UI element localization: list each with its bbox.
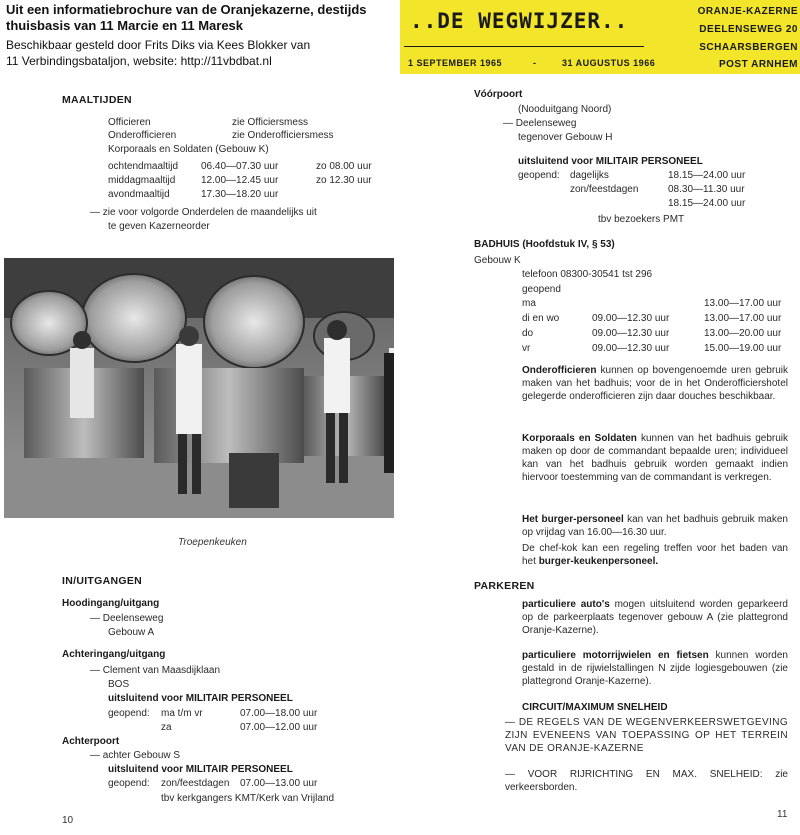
parkeren-paragraph-autos <box>522 598 788 637</box>
meal-sunday-time: zo 12.30 uur <box>316 175 372 186</box>
voorpoort-line-2: — Deelenseweg <box>503 118 577 129</box>
achteringang-open-label: geopend: <box>108 708 150 719</box>
circuit-rule-2: — VOOR RIJRICHTING EN MAX. SNELHEID: zie verkeersborden. <box>505 769 788 793</box>
badhuis-day: vr <box>522 343 531 354</box>
voorpoort-tbv: tbv bezoekers PMT <box>598 214 685 225</box>
kitchen-photo-illustration <box>4 258 394 518</box>
banner-date-end: 31 AUGUSTUS 1966 <box>562 58 656 68</box>
achteringang-open-time: 07.00—18.00 uur <box>240 708 318 719</box>
badhuis-pm: 13.00—20.00 uur <box>704 328 782 339</box>
parkeren-p1-rest: mogen uitsluitend worden geparkeerd op de parkeerplaats tegenover gebouw A (zie plattegrond Oranje-Kazerne). <box>522 599 788 636</box>
maaltijden-note-1: — zie voor volgorde Onderdelen de maandelijks uit <box>90 207 317 218</box>
badhuis-p1-rest: kunnen op bovengenoemde uren gebruik maken van het badhuis; voor de in het Onderofficiershotel gelegerde onderofficieren zijn daar douches beschikbaar. <box>522 365 788 402</box>
badhuis-paragraph-chef <box>522 542 788 568</box>
achterpoort-open-label: geopend: <box>108 778 150 789</box>
voorpoort-line-3: tegenover Gebouw H <box>518 132 613 143</box>
badhuis-day: do <box>522 328 534 339</box>
parkeren-p1-bold: particuliere auto's <box>522 599 610 610</box>
badhuis-pm: 13.00—17.00 uur <box>704 298 782 309</box>
hoofdingang-line-1: — Deelenseweg <box>90 613 164 624</box>
voorpoort-open-day-2: zon/feestdagen <box>570 184 639 195</box>
parkeren-p2-bold: particuliere motorrijwielen en fietsen <box>522 650 709 661</box>
badhuis-p2-rest: kunnen van het badhuis gebruik maken op door de commandant bepaalde uren; individueel kan van het badhuis gebruik worden gemaakt indien hiervoor toestemming van de commandant is verkregen. <box>522 433 788 483</box>
achterpoort-line-4: tbv kerkgangers KMT/Kerk van Vrijland <box>161 793 335 804</box>
badhuis-heading: BADHUIS (Hoofdstuk IV, § 53) <box>474 239 615 250</box>
badhuis-day: di en wo <box>522 313 560 324</box>
voorpoort-line-1: (Nooduitgang Noord) <box>518 104 612 115</box>
maaltijden-row-officieren-ref: zie Officiersmess <box>232 117 308 128</box>
voorpoort-open-time: 18.15—24.00 uur <box>668 170 746 181</box>
badhuis-p3-bold: Het burger-personeel <box>522 514 624 525</box>
badhuis-pm: 13.00—17.00 uur <box>704 313 782 324</box>
maaltijden-row-officieren: Officieren <box>108 117 151 128</box>
meal-name: middagmaaltijd <box>108 175 176 186</box>
maaltijden-note-2: te geven Kazerneorder <box>108 221 210 232</box>
badhuis-p2-bold: Korporaals en Soldaten <box>522 433 637 444</box>
maaltijden-row-onderofficieren-ref: zie Onderofficiersmess <box>232 130 334 141</box>
circuit-heading: CIRCUIT/MAXIMUM SNELHEID <box>522 702 668 713</box>
badhuis-day: ma <box>522 298 536 309</box>
kitchen-photo <box>4 258 394 518</box>
achteringang-open-day-2: za <box>161 722 172 733</box>
achterpoort-heading: Achterpoort <box>62 736 120 747</box>
hoofdingang-heading: Hoodingang/uitgang <box>62 598 160 609</box>
badhuis-p3b: De chef-kok kan een regeling treffen voor het baden van het <box>522 543 788 567</box>
maaltijden-heading: MAALTIJDEN <box>62 94 132 106</box>
banner-address-1: ORANJE-KAZERNE <box>697 6 798 17</box>
badhuis-am: 09.00—12.30 uur <box>592 313 670 324</box>
achterpoort-open-time: 07.00—13.00 uur <box>240 778 318 789</box>
badhuis-pm: 15.00—19.00 uur <box>704 343 782 354</box>
meal-name: avondmaaltijd <box>108 189 170 200</box>
maaltijden-row-onderofficieren: Onderofficieren <box>108 130 177 141</box>
banner-address-2: DEELENSEWEG 20 <box>699 24 798 35</box>
circuit-rule-1: — DE REGELS VAN DE WEGENVERKEERSWETGEVING ZIJN EVENEENS VAN TOEPASSING OP HET TERREIN VAN DE ORANJE-KAZERNE <box>505 717 788 754</box>
banner-divider <box>404 46 644 47</box>
achteringang-line-1: — Clement van Maasdijklaan <box>90 665 221 676</box>
badhuis-geopend: geopend <box>522 284 561 295</box>
header-title-line1: Uit een informatiebrochure van de Oranjekazerne, destijds <box>6 2 367 17</box>
inuitgangen-heading: IN/UITGANGEN <box>62 575 143 587</box>
badhuis-paragraph-burger <box>522 513 788 539</box>
achteringang-open-day: ma t/m vr <box>161 708 203 719</box>
header-credit-line1: Beschikbaar gesteld door Frits Diks via Kees Blokker van <box>6 38 311 52</box>
page-number-left: 10 <box>62 815 74 826</box>
header-title-line2: thuisbasis van 11 Marcie en 11 Maresk <box>6 18 244 33</box>
page-number-right: 11 <box>777 809 788 820</box>
banner-address-3: SCHAARSBERGEN <box>699 42 798 53</box>
voorpoort-open-label: geopend: <box>518 170 560 181</box>
banner-address-4: POST ARNHEM <box>718 59 798 70</box>
parkeren-paragraph-fietsen <box>522 649 788 688</box>
achteringang-line-2: BOS <box>108 679 130 690</box>
voorpoort-open-time-3: 18.15—24.00 uur <box>668 198 746 209</box>
achterpoort-open-day: zon/feestdagen <box>161 778 230 789</box>
badhuis-p1-bold: Onderofficieren <box>522 365 597 376</box>
voorpoort-line-4: uitsluitend voor MILITAIR PERSONEEL <box>518 156 703 167</box>
achterpoort-line-1: — achter Gebouw S <box>90 750 181 761</box>
meal-time: 17.30—18.20 uur <box>201 189 279 200</box>
voorpoort-open-time-2: 08.30—11.30 uur <box>668 184 745 195</box>
banner-date-start: 1 SEPTEMBER 1965 <box>408 58 503 68</box>
hoofdingang-line-2: Gebouw A <box>108 627 155 638</box>
banner-date-sep: - <box>533 58 537 68</box>
badhuis-p3-rest: kan van het badhuis gebruik maken op vrijdag van 16.00—16.30 uur. <box>522 514 788 538</box>
badhuis-am: 09.00—12.30 uur <box>592 328 670 339</box>
parkeren-heading: PARKEREN <box>474 580 535 592</box>
meal-name: ochtendmaaltijd <box>108 161 179 172</box>
badhuis-telefoon: telefoon 08300-30541 tst 296 <box>522 269 653 280</box>
photo-caption: Troepenkeuken <box>178 537 247 548</box>
achteringang-open-time-2: 07.00—12.00 uur <box>240 722 318 733</box>
voorpoort-open-day: dagelijks <box>570 170 609 181</box>
header-credit-line2: 11 Verbindingsbataljon, website: http://11vbdbat.nl <box>6 54 272 68</box>
voorpoort-heading: Vóórpoort <box>474 89 523 100</box>
badhuis-paragraph-onderofficieren <box>522 364 788 403</box>
badhuis-am: 09.00—12.30 uur <box>592 343 670 354</box>
achteringang-heading: Achteringang/uitgang <box>62 649 166 660</box>
banner-title: ..DE WEGWIJZER.. <box>410 9 629 33</box>
meal-sunday-time: zo 08.00 uur <box>316 161 372 172</box>
badhuis-p3b-bold: burger-keukenpersoneel. <box>538 556 659 567</box>
achteringang-line-3: uitsluitend voor MILITAIR PERSONEEL <box>108 693 293 704</box>
parkeren-p2-rest: kunnen worden gestald in de rijwielstallingen N zijde logiesgebouwen (zie plattegrond Oranje-Kazerne). <box>522 650 788 687</box>
badhuis-gebouw: Gebouw K <box>474 255 521 266</box>
meal-time: 06.40—07.30 uur <box>201 161 279 172</box>
meal-time: 12.00—12.45 uur <box>201 175 279 186</box>
maaltijden-korporaals: Korporaals en Soldaten (Gebouw K) <box>108 144 269 155</box>
achterpoort-line-2: uitsluitend voor MILITAIR PERSONEEL <box>108 764 293 775</box>
badhuis-paragraph-korporaals <box>522 432 788 484</box>
